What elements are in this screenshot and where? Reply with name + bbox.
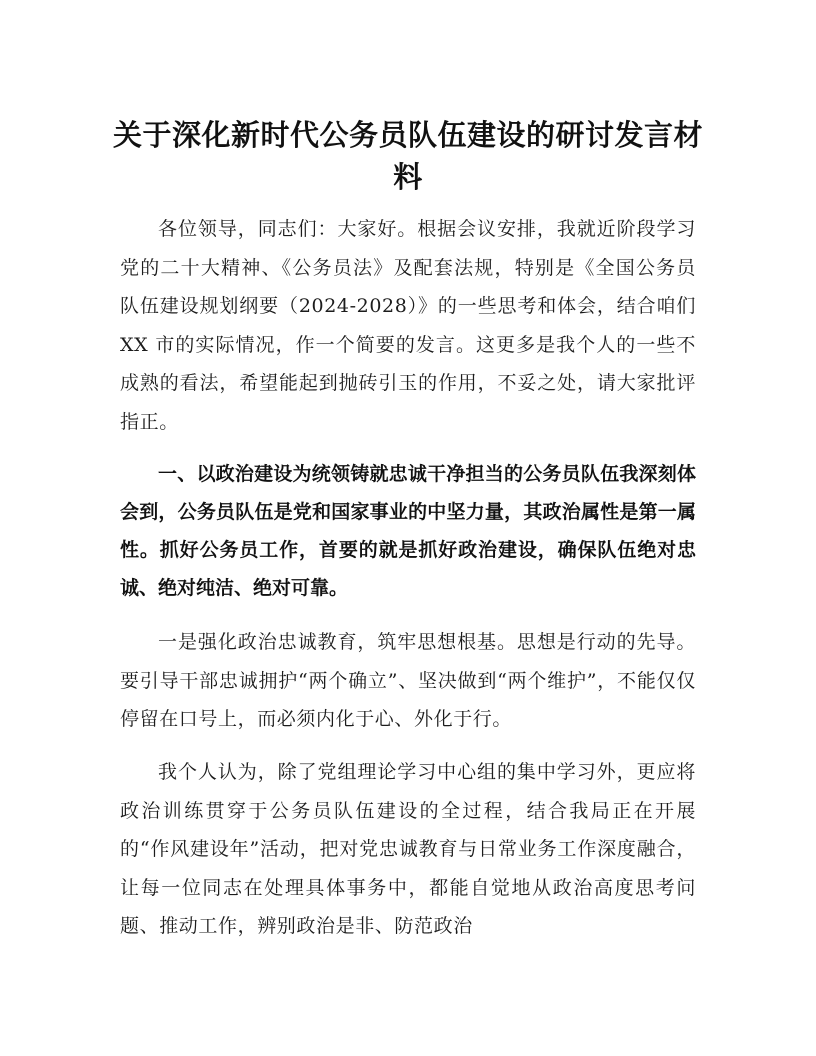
- section-heading-paragraph: 一、以政治建设为统领铸就忠诚干净担当的公务员队伍我深刻体会到，公务员队伍是党和国家事业的中坚力量，其政治属性是第一属性。抓好公务员工作，首要的就是抓好政治建设，确保队伍绝对忠诚、绝对纯洁、绝对可靠。: [120, 463, 696, 599]
- point-one-paragraph: 一是强化政治忠诚教育，筑牢思想根基。思想是行动的先导。要引导干部忠诚拥护“两个确立”、坚决做到“两个维护”，不能仅仅停留在口号上，而必须内化于心、外化于行。: [120, 631, 696, 730]
- document-title: 关于深化新时代公务员队伍建设的研讨发言材料: [112, 118, 703, 194]
- point-one-detail-paragraph: 我个人认为，除了党组理论学习中心组的集中学习外，更应将政治训练贯穿于公务员队伍建设的全过程，结合我局正在开展的“作风建设年”活动，把对党忠诚教育与日常业务工作深度融合，让每一位同志在处理具体事务中，都能自觉地从政治高度思考问题、推动工作，辨别政治是非、防范政治: [120, 761, 696, 937]
- intro-paragraph: 各位领导，同志们：大家好。根据会议安排，我就近阶段学习党的二十大精神、《公务员法》及配套法规，特别是《全国公务员队伍建设规划纲要（2024-2028）》的一些思考和体会，结合咱们XX 市的实际情况，作一个简要的发言。这更多是我个人的一些不成熟的看法，希望能起到抛砖引玉的作用，不妥之处，请大家批评指正。: [120, 218, 696, 433]
